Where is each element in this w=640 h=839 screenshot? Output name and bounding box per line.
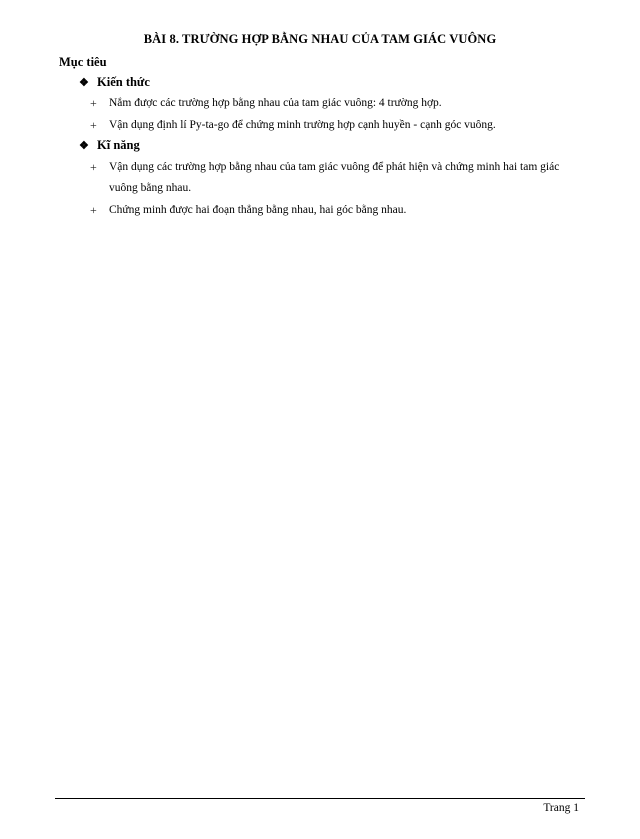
plus-bullet-icon: + [90, 118, 97, 132]
list-item-text: Chứng minh được hai đoạn thẳng bằng nhau, hai góc bằng nhau. [109, 204, 407, 216]
list-item [90, 115, 590, 136]
diamond-bullet-icon: ❖ [79, 77, 89, 89]
subheading-skills [79, 138, 140, 153]
subheading-knowledge [79, 75, 150, 90]
subheading-label: Kĩ năng [97, 138, 140, 152]
list-item-text: Vận dụng định lí Py-ta-go để chứng minh trường hợp cạnh huyền - cạnh góc vuông. [109, 119, 496, 131]
list-item [90, 93, 590, 114]
plus-bullet-icon: + [90, 203, 97, 217]
list-item-text: Vận dụng các trường hợp bằng nhau của tam giác vuông để phát hiện và chứng minh hai tam giác vuông bằng nhau. [109, 161, 560, 194]
list-item [90, 157, 590, 199]
page-number: Trang 1 [543, 802, 579, 814]
plus-bullet-icon: + [90, 96, 97, 110]
plus-bullet-icon: + [90, 160, 97, 174]
subheading-label: Kiến thức [97, 75, 150, 89]
list-item [90, 200, 590, 221]
diamond-bullet-icon: ❖ [79, 140, 89, 152]
list-item-text: Nắm được các trường hợp bằng nhau của tam giác vuông: 4 trường hợp. [109, 97, 442, 109]
section-heading: Mục tiêu [59, 55, 107, 69]
page-title: BÀI 8. TRƯỜNG HỢP BẰNG NHAU CỦA TAM GIÁC VUÔNG [143, 32, 497, 46]
footer-divider [55, 798, 585, 799]
